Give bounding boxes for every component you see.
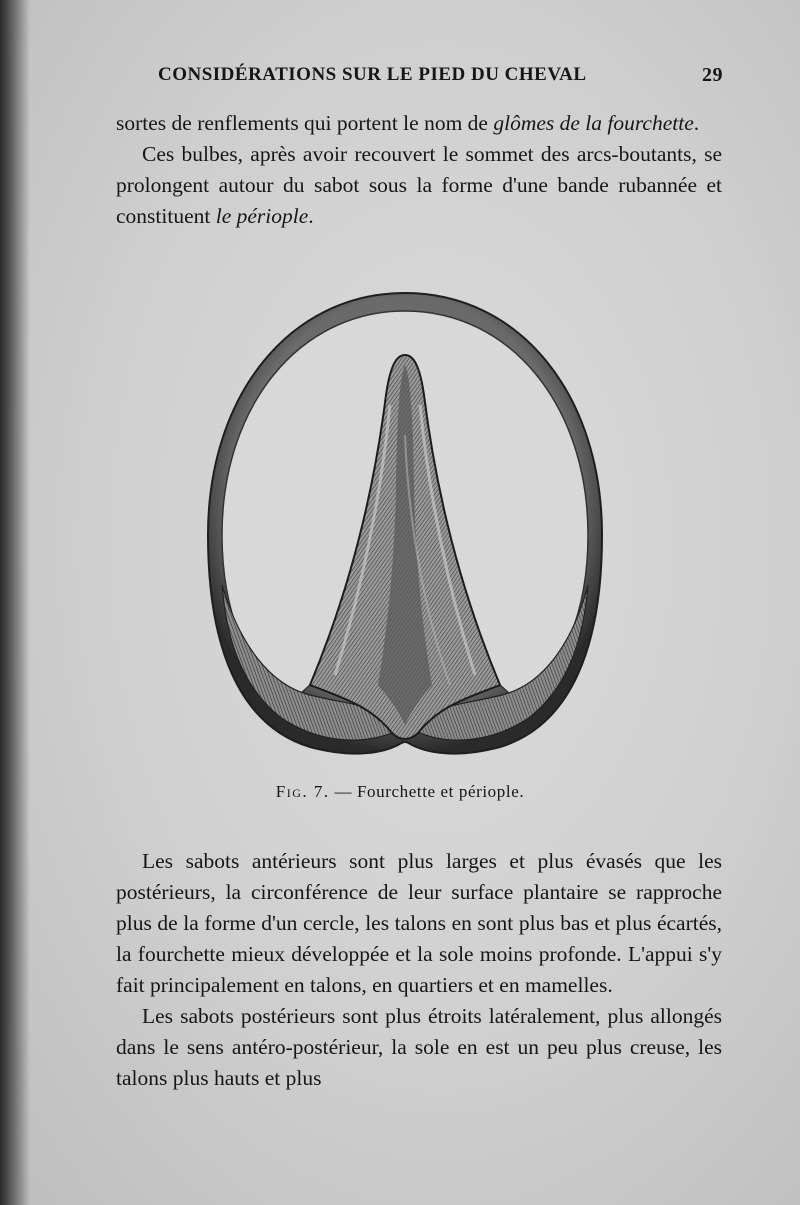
text-block-bottom (116, 846, 722, 1094)
page-number: 29 (702, 64, 723, 86)
hoof-illustration (200, 285, 610, 760)
figure-caption (0, 782, 800, 802)
text-run: Les sabots antérieurs sont plus larges et plus évasés que les postérieurs, la circonférence de leur surface plantaire se rapproche plus de la forme d'un cercle, les talons en sont plus bas et plus écartés, la fourchette mieux développée et la sole moins profonde. L'appui s'y fait principalement en talons, en quartiers et en mamelles. (116, 849, 722, 997)
running-head (158, 62, 723, 92)
binding-shadow (0, 0, 30, 1205)
italic-text: glômes de la fourchette (493, 111, 694, 135)
text-run: sortes de renflements qui portent le nom de (116, 111, 494, 135)
text-run: . (308, 204, 314, 228)
text-run: Ces bulbes, après avoir recouvert le sommet des arcs-boutants, se prolongent autour du sabot sous la forme d'une bande rubannée et constituent (116, 142, 722, 228)
paragraph (116, 846, 722, 1001)
figure-caption-text: Fourchette et périople. (356, 782, 525, 801)
text-run: Les sabots postérieurs sont plus étroits latéralement, plus allongés dans le sens antéro-postérieur, la sole en est un peu plus creuse, les talons plus hauts et plus (116, 1004, 722, 1090)
running-head-title: CONSIDÉRATIONS SUR LE PIED DU CHEVAL (158, 64, 587, 85)
text-run: . (693, 111, 700, 135)
italic-text: le périople (215, 204, 309, 228)
paragraph (116, 1001, 722, 1094)
figure-separator: — (329, 782, 357, 801)
paragraph (116, 108, 722, 139)
figure-label: Fig. 7. (275, 782, 330, 801)
paragraph (116, 139, 722, 232)
text-block-top (116, 108, 722, 232)
